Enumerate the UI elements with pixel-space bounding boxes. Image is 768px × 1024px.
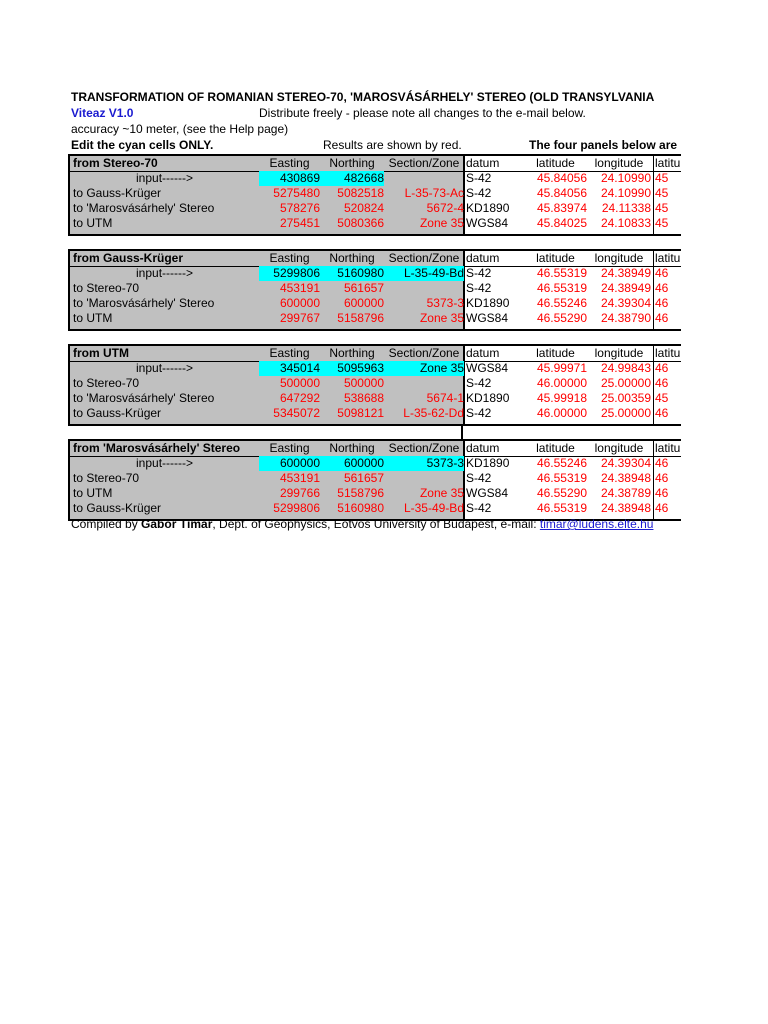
- section-cell: 5672-4: [426, 201, 464, 215]
- row-label: input------>: [136, 456, 194, 470]
- longitude-header: longitude: [594, 346, 644, 360]
- column-divider: [461, 424, 463, 439]
- panel-title: from 'Marosvásárhely' Stereo: [73, 441, 241, 455]
- latitude-cell: 46.55246: [536, 456, 587, 470]
- latitude-cell: 46.55246: [536, 296, 587, 310]
- datum-cell: KD1890: [466, 201, 510, 215]
- latitude-cell: 46.55319: [536, 281, 587, 295]
- latitude-cell-cut: 45: [655, 216, 669, 230]
- longitude-cell: 24.10990: [600, 171, 651, 185]
- latitude-cell: 46.55319: [536, 471, 587, 485]
- latitude-header: latitude: [536, 441, 575, 455]
- easting-cell: 275451: [279, 216, 320, 230]
- northing-header: Northing: [329, 251, 375, 265]
- easting-cell: 299766: [279, 486, 320, 500]
- conversion-panel: [68, 439, 681, 521]
- result-row: [70, 216, 681, 231]
- email-link[interactable]: timar@ludens.elte.hu: [539, 517, 654, 531]
- latitude-cell: 46.00000: [536, 376, 587, 390]
- northing-cell: 5158796: [337, 311, 384, 325]
- section-cell[interactable]: Zone 35: [384, 361, 464, 376]
- easting-cell[interactable]: 345014: [259, 361, 320, 376]
- input-row: [70, 361, 681, 376]
- section-cell: Zone 35: [419, 311, 464, 325]
- section-cell: [384, 171, 464, 186]
- northing-cell: 561657: [343, 281, 384, 295]
- datum-header: datum: [466, 156, 500, 170]
- panel-title: from Gauss-Krüger: [73, 251, 184, 265]
- latitude-header: latitude: [536, 346, 575, 360]
- easting-cell: 453191: [279, 281, 320, 295]
- result-row: [70, 201, 681, 216]
- latitude-cell-cut: 46: [655, 376, 669, 390]
- row-label: to 'Marosvásárhely' Stereo: [73, 201, 215, 215]
- result-row: [70, 281, 681, 296]
- latitude-cell: 46.55290: [536, 311, 587, 325]
- latitude-cell: 45.99918: [536, 391, 587, 405]
- datum-cell: WGS84: [466, 216, 509, 230]
- longitude-cell: 24.38949: [600, 281, 651, 295]
- section-cell: [384, 471, 464, 486]
- easting-header: Easting: [269, 251, 310, 265]
- easting-cell: 600000: [279, 296, 320, 310]
- page-title: TRANSFORMATION OF ROMANIAN STEREO-70, 'MAROSVÁSÁRHELY' STEREO (OLD TRANSYLVANIA: [71, 90, 655, 104]
- latitude-cell: 46.55290: [536, 486, 587, 500]
- easting-cell: 500000: [279, 376, 320, 390]
- row-label: to Gauss-Krüger: [73, 186, 162, 200]
- northing-cell: 538688: [343, 391, 384, 405]
- latitude-cell-cut: 45: [655, 391, 669, 405]
- row-label: to UTM: [73, 311, 113, 325]
- easting-cell: 5345072: [273, 406, 320, 420]
- row-label: to Gauss-Krüger: [73, 501, 162, 515]
- longitude-cell: 24.38789: [600, 486, 651, 500]
- datum-cell: S-42: [466, 406, 492, 420]
- row-label: to Stereo-70: [73, 376, 140, 390]
- row-label: to 'Marosvásárhely' Stereo: [73, 296, 215, 310]
- section-header: Section/Zone: [388, 251, 460, 265]
- longitude-cell: 25.00000: [600, 406, 651, 420]
- section-cell[interactable]: L-35-49-Bd: [384, 266, 464, 281]
- distribute-note: Distribute freely - please note all changes to the e-mail below.: [259, 106, 586, 120]
- row-label: to UTM: [73, 216, 113, 230]
- latitude-cell-cut: 45: [655, 171, 669, 185]
- easting-cell: 299767: [279, 311, 320, 325]
- panel-title: from Stereo-70: [73, 156, 158, 170]
- northing-cell[interactable]: 5160980: [320, 266, 384, 281]
- latitude-cell-cut: 46: [655, 501, 669, 515]
- datum-cell: KD1890: [466, 296, 510, 310]
- footer-author: Gábor Tímár: [141, 517, 213, 531]
- northing-header: Northing: [329, 156, 375, 170]
- longitude-cell: 24.38948: [600, 501, 651, 515]
- row-label: input------>: [136, 361, 194, 375]
- easting-cell[interactable]: 600000: [259, 456, 320, 471]
- result-row: [70, 376, 681, 391]
- northing-cell[interactable]: 482668: [320, 171, 384, 186]
- easting-cell: 578276: [279, 201, 320, 215]
- section-header: Section/Zone: [388, 156, 460, 170]
- latitude-header-cut: latitu: [655, 346, 681, 360]
- datum-cell: S-42: [466, 266, 492, 280]
- easting-cell[interactable]: 5299806: [259, 266, 320, 281]
- section-cell: Zone 35: [419, 216, 464, 230]
- section-cell: [384, 376, 464, 391]
- datum-cell: WGS84: [466, 486, 509, 500]
- latitude-cell-cut: 46: [655, 311, 669, 325]
- datum-header: datum: [466, 441, 500, 455]
- longitude-header: longitude: [594, 441, 644, 455]
- latitude-cell: 45.84056: [536, 186, 587, 200]
- longitude-cell: 24.99843: [600, 361, 651, 375]
- longitude-cell: 24.38948: [600, 471, 651, 485]
- latitude-cell: 45.84056: [536, 171, 587, 185]
- datum-cell: KD1890: [466, 456, 510, 470]
- latitude-cell: 46.00000: [536, 406, 587, 420]
- longitude-cell: 24.39304: [600, 296, 651, 310]
- results-note: Results are shown by red.: [323, 138, 462, 152]
- longitude-cell: 24.38949: [600, 266, 651, 280]
- version-label: Viteaz V1.0: [71, 106, 134, 120]
- northing-cell: 5098121: [337, 406, 384, 420]
- latitude-cell: 46.55319: [536, 501, 587, 515]
- latitude-cell: 45.99971: [536, 361, 587, 375]
- northing-cell: 561657: [343, 471, 384, 485]
- panel-header-row: [70, 156, 681, 171]
- datum-cell: WGS84: [466, 311, 509, 325]
- result-row: [70, 486, 681, 501]
- accuracy-note: accuracy ~10 meter, (see the Help page): [71, 122, 289, 136]
- datum-cell: S-42: [466, 501, 492, 515]
- longitude-cell: 24.38790: [600, 311, 651, 325]
- result-row: [70, 501, 681, 516]
- datum-header: datum: [466, 251, 500, 265]
- input-row: [70, 456, 681, 471]
- conversion-panel: [68, 249, 681, 331]
- northing-cell: 5160980: [337, 501, 384, 515]
- latitude-header-cut: latitu: [655, 251, 681, 265]
- footer-compiled: Compiled by: [71, 517, 142, 531]
- section-header: Section/Zone: [388, 441, 460, 455]
- latitude-header: latitude: [536, 251, 575, 265]
- latitude-cell: 45.84025: [536, 216, 587, 230]
- datum-cell: KD1890: [466, 391, 510, 405]
- row-label: to Gauss-Krüger: [73, 406, 162, 420]
- latitude-cell-cut: 46: [655, 361, 669, 375]
- longitude-cell: 24.39304: [600, 456, 651, 470]
- northing-cell: 5158796: [337, 486, 384, 500]
- input-row: [70, 266, 681, 281]
- longitude-cell: 24.11338: [601, 201, 651, 215]
- latitude-cell-cut: 46: [655, 296, 669, 310]
- result-row: [70, 406, 681, 421]
- panel-header-row: [70, 251, 681, 266]
- easting-header: Easting: [269, 441, 310, 455]
- latitude-cell-cut: 45: [655, 186, 669, 200]
- footer-affiliation: , Dept. of Geophysics, Eötvös University of Budapest, e-mail:: [212, 517, 540, 531]
- section-cell: 5373-3: [426, 296, 464, 310]
- section-cell: L-35-49-Bd: [403, 501, 464, 515]
- northing-cell: 600000: [343, 296, 384, 310]
- edit-instruction: Edit the cyan cells ONLY.: [71, 138, 214, 152]
- row-label: to UTM: [73, 486, 113, 500]
- northing-cell: 520824: [343, 201, 384, 215]
- input-row: [70, 171, 681, 186]
- section-cell: L-35-62-Dd: [403, 406, 464, 420]
- latitude-cell-cut: 46: [655, 266, 669, 280]
- panel-header-row: [70, 441, 681, 456]
- panel-header-row: [70, 346, 681, 361]
- section-header: Section/Zone: [388, 346, 460, 360]
- easting-header: Easting: [269, 346, 310, 360]
- northing-cell[interactable]: 600000: [320, 456, 384, 471]
- panel-title: from UTM: [73, 346, 129, 360]
- row-label: to Stereo-70: [73, 281, 140, 295]
- latitude-cell-cut: 46: [655, 471, 669, 485]
- result-row: [70, 471, 681, 486]
- panels-note: The four panels below are: [529, 138, 678, 152]
- latitude-header-cut: latitu: [655, 156, 681, 170]
- easting-cell: 453191: [279, 471, 320, 485]
- result-row: [70, 296, 681, 311]
- datum-cell: WGS84: [466, 361, 509, 375]
- easting-cell: 5299806: [273, 501, 320, 515]
- longitude-header: longitude: [594, 156, 644, 170]
- section-cell: [384, 281, 464, 296]
- easting-cell[interactable]: 430869: [259, 171, 320, 186]
- section-cell: Zone 35: [419, 486, 464, 500]
- northing-header: Northing: [329, 346, 375, 360]
- easting-cell: 5275480: [273, 186, 320, 200]
- latitude-cell-cut: 46: [655, 406, 669, 420]
- datum-cell: S-42: [466, 471, 492, 485]
- latitude-cell-cut: 46: [655, 456, 669, 470]
- result-row: [70, 391, 681, 406]
- result-row: [70, 186, 681, 201]
- northing-header: Northing: [329, 441, 375, 455]
- conversion-panel: [68, 154, 681, 236]
- longitude-cell: 25.00000: [600, 376, 651, 390]
- datum-header: datum: [466, 346, 500, 360]
- latitude-cell-cut: 46: [655, 486, 669, 500]
- datum-cell: S-42: [466, 281, 492, 295]
- easting-cell: 647292: [279, 391, 320, 405]
- row-label: input------>: [136, 171, 194, 185]
- row-label: to Stereo-70: [73, 471, 140, 485]
- section-cell: L-35-73-Ac: [404, 186, 464, 200]
- row-label: input------>: [136, 266, 194, 280]
- section-cell[interactable]: 5373-3: [384, 456, 464, 471]
- latitude-cell: 46.55319: [536, 266, 587, 280]
- northing-cell: 5080366: [337, 216, 384, 230]
- northing-cell: 500000: [343, 376, 384, 390]
- section-cell: 5674-1: [426, 391, 464, 405]
- datum-cell: S-42: [466, 376, 492, 390]
- easting-header: Easting: [269, 156, 310, 170]
- datum-cell: S-42: [466, 171, 492, 185]
- result-row: [70, 311, 681, 326]
- datum-cell: S-42: [466, 186, 492, 200]
- northing-cell: 5082518: [337, 186, 384, 200]
- footer: [71, 517, 653, 532]
- longitude-cell: 24.10833: [600, 216, 651, 230]
- row-label: to 'Marosvásárhely' Stereo: [73, 391, 215, 405]
- latitude-cell-cut: 45: [655, 201, 669, 215]
- conversion-panel: [68, 344, 681, 426]
- latitude-header-cut: latitu: [655, 441, 681, 455]
- northing-cell[interactable]: 5095963: [320, 361, 384, 376]
- longitude-header: longitude: [594, 251, 644, 265]
- latitude-cell-cut: 46: [655, 281, 669, 295]
- latitude-cell: 45.83974: [536, 201, 587, 215]
- latitude-header: latitude: [536, 156, 575, 170]
- longitude-cell: 25.00359: [600, 391, 651, 405]
- longitude-cell: 24.10990: [600, 186, 651, 200]
